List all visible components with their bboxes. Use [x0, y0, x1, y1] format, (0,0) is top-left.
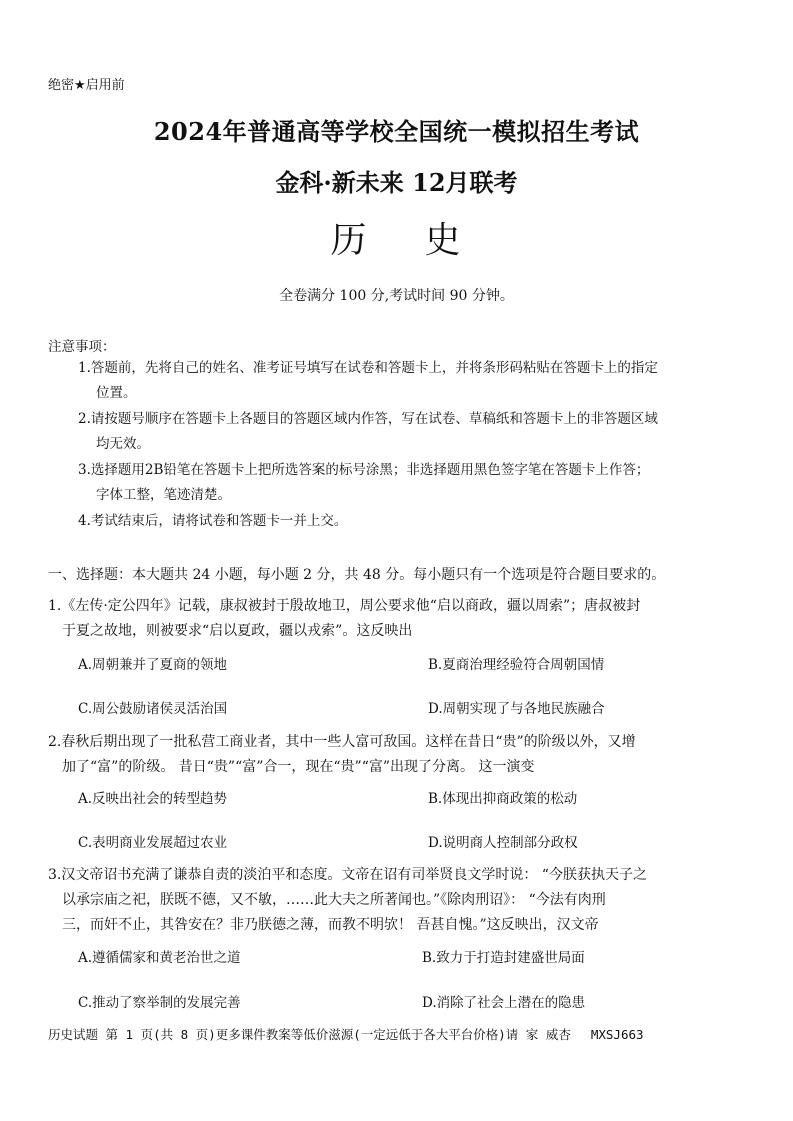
confidential-label: 绝密★启用前	[48, 78, 125, 93]
question-3-line-3: 三，而奸不止，其咎安在？非乃朕德之薄，而教不明欤！ 吾甚自愧。”这反映出，汉文帝	[62, 917, 599, 933]
question-1-option-d[interactable]: D.周朝实现了与各地民族融合	[428, 701, 605, 717]
question-2-line-2: 加了“富”的阶级。 昔日“贵”“富”合一，现在“贵”“富”出现了分离。 这一演变	[62, 759, 535, 775]
exam-title: 2024年普通高等学校全国统一模拟招生考试	[153, 117, 640, 146]
note-item-1: 1.答题前，先将自己的姓名、准考证号填写在试卷和答题卡上，并将条形码粘贴在答题卡上的指定 位置。	[78, 360, 658, 401]
exam-meta: 全卷满分 100 分,考试时间 90 分钟。	[279, 288, 514, 304]
subject-char-2: 史	[424, 220, 463, 261]
note-item-2: 2.请按题号顺序在答题卡上各题目的答题区域内作答，写在试卷、草稿纸和答题卡上的非答题区域 均无效。	[78, 411, 658, 452]
subject-title	[0, 212, 793, 263]
question-1-option-b[interactable]: B.夏商治理经验符合周朝国情	[428, 657, 605, 673]
question-1-line-1: 1.《左传·定公四年》记载，康叔被封于殷故地卫，周公要求他“启以商政，疆以周索”；唐叔被封	[48, 598, 641, 614]
note-item-3: 3.选择题用2B铅笔在答题卡上把所选答案的标号涂黑；非选择题用黑色签字笔在答题卡上作答； 字体工整，笔迹清楚。	[78, 462, 650, 503]
subject-char-1: 历	[330, 220, 369, 261]
page-footer	[48, 1025, 644, 1043]
question-2-option-a[interactable]: A.反映出社会的转型趋势	[78, 791, 228, 807]
question-3-option-c[interactable]: C.推动了察举制的发展完善	[78, 995, 241, 1011]
question-2-option-b[interactable]: B.体现出抑商政策的松动	[428, 791, 578, 807]
question-3-line-1: 3.汉文帝诏书充满了谦恭自责的淡泊平和态度。文帝在诏有司举贤良文学时说： “今朕获执天子之	[48, 867, 647, 883]
question-3-line-2: 以承宗庙之祀，朕既不德，又不敏，……此大夫之所著闻也。”《除肉刑诏》： “今法有肉刑	[62, 892, 606, 908]
question-2-option-c[interactable]: C.表明商业发展超过农业	[78, 835, 228, 851]
question-1-option-a[interactable]: A.周朝兼并了夏商的领地	[78, 657, 228, 673]
footer-code: MXSJ663	[590, 1027, 644, 1042]
question-2-option-d[interactable]: D.说明商人控制部分政权	[428, 835, 578, 851]
section-heading: 一、选择题：本大题共 24 小题，每小题 2 分，共 48 分。每小题只有一个选项是符合题目要求的。	[48, 567, 666, 583]
exam-subtitle: 金科·新未来 12月联考	[275, 168, 518, 197]
notes-title: 注意事项：	[48, 339, 116, 355]
question-1-option-c[interactable]: C.周公鼓励诸侯灵活治国	[78, 701, 228, 717]
question-3-option-d[interactable]: D.消除了社会上潜在的隐患	[422, 995, 586, 1011]
footer-text: 历史试题 第 1 页(共 8 页)更多课件教案等低价滋源(一定远低于各大平台价格)请 家 威杏	[48, 1027, 571, 1042]
question-1-line-2: 于夏之故地，则被要求“启以夏政，疆以戎索”。这反映出	[62, 623, 413, 639]
question-3-option-b[interactable]: B.致力于打造封建盛世局面	[422, 950, 585, 966]
note-item-4: 4.考试结束后，请将试卷和答题卡一并上交。	[78, 513, 348, 529]
question-3-option-a[interactable]: A.遵循儒家和黄老治世之道	[78, 950, 241, 966]
question-2-line-1: 2.春秋后期出现了一批私营工商业者，其中一些人富可敌国。这样在昔日“贵”的阶级以外，又增	[48, 734, 636, 750]
